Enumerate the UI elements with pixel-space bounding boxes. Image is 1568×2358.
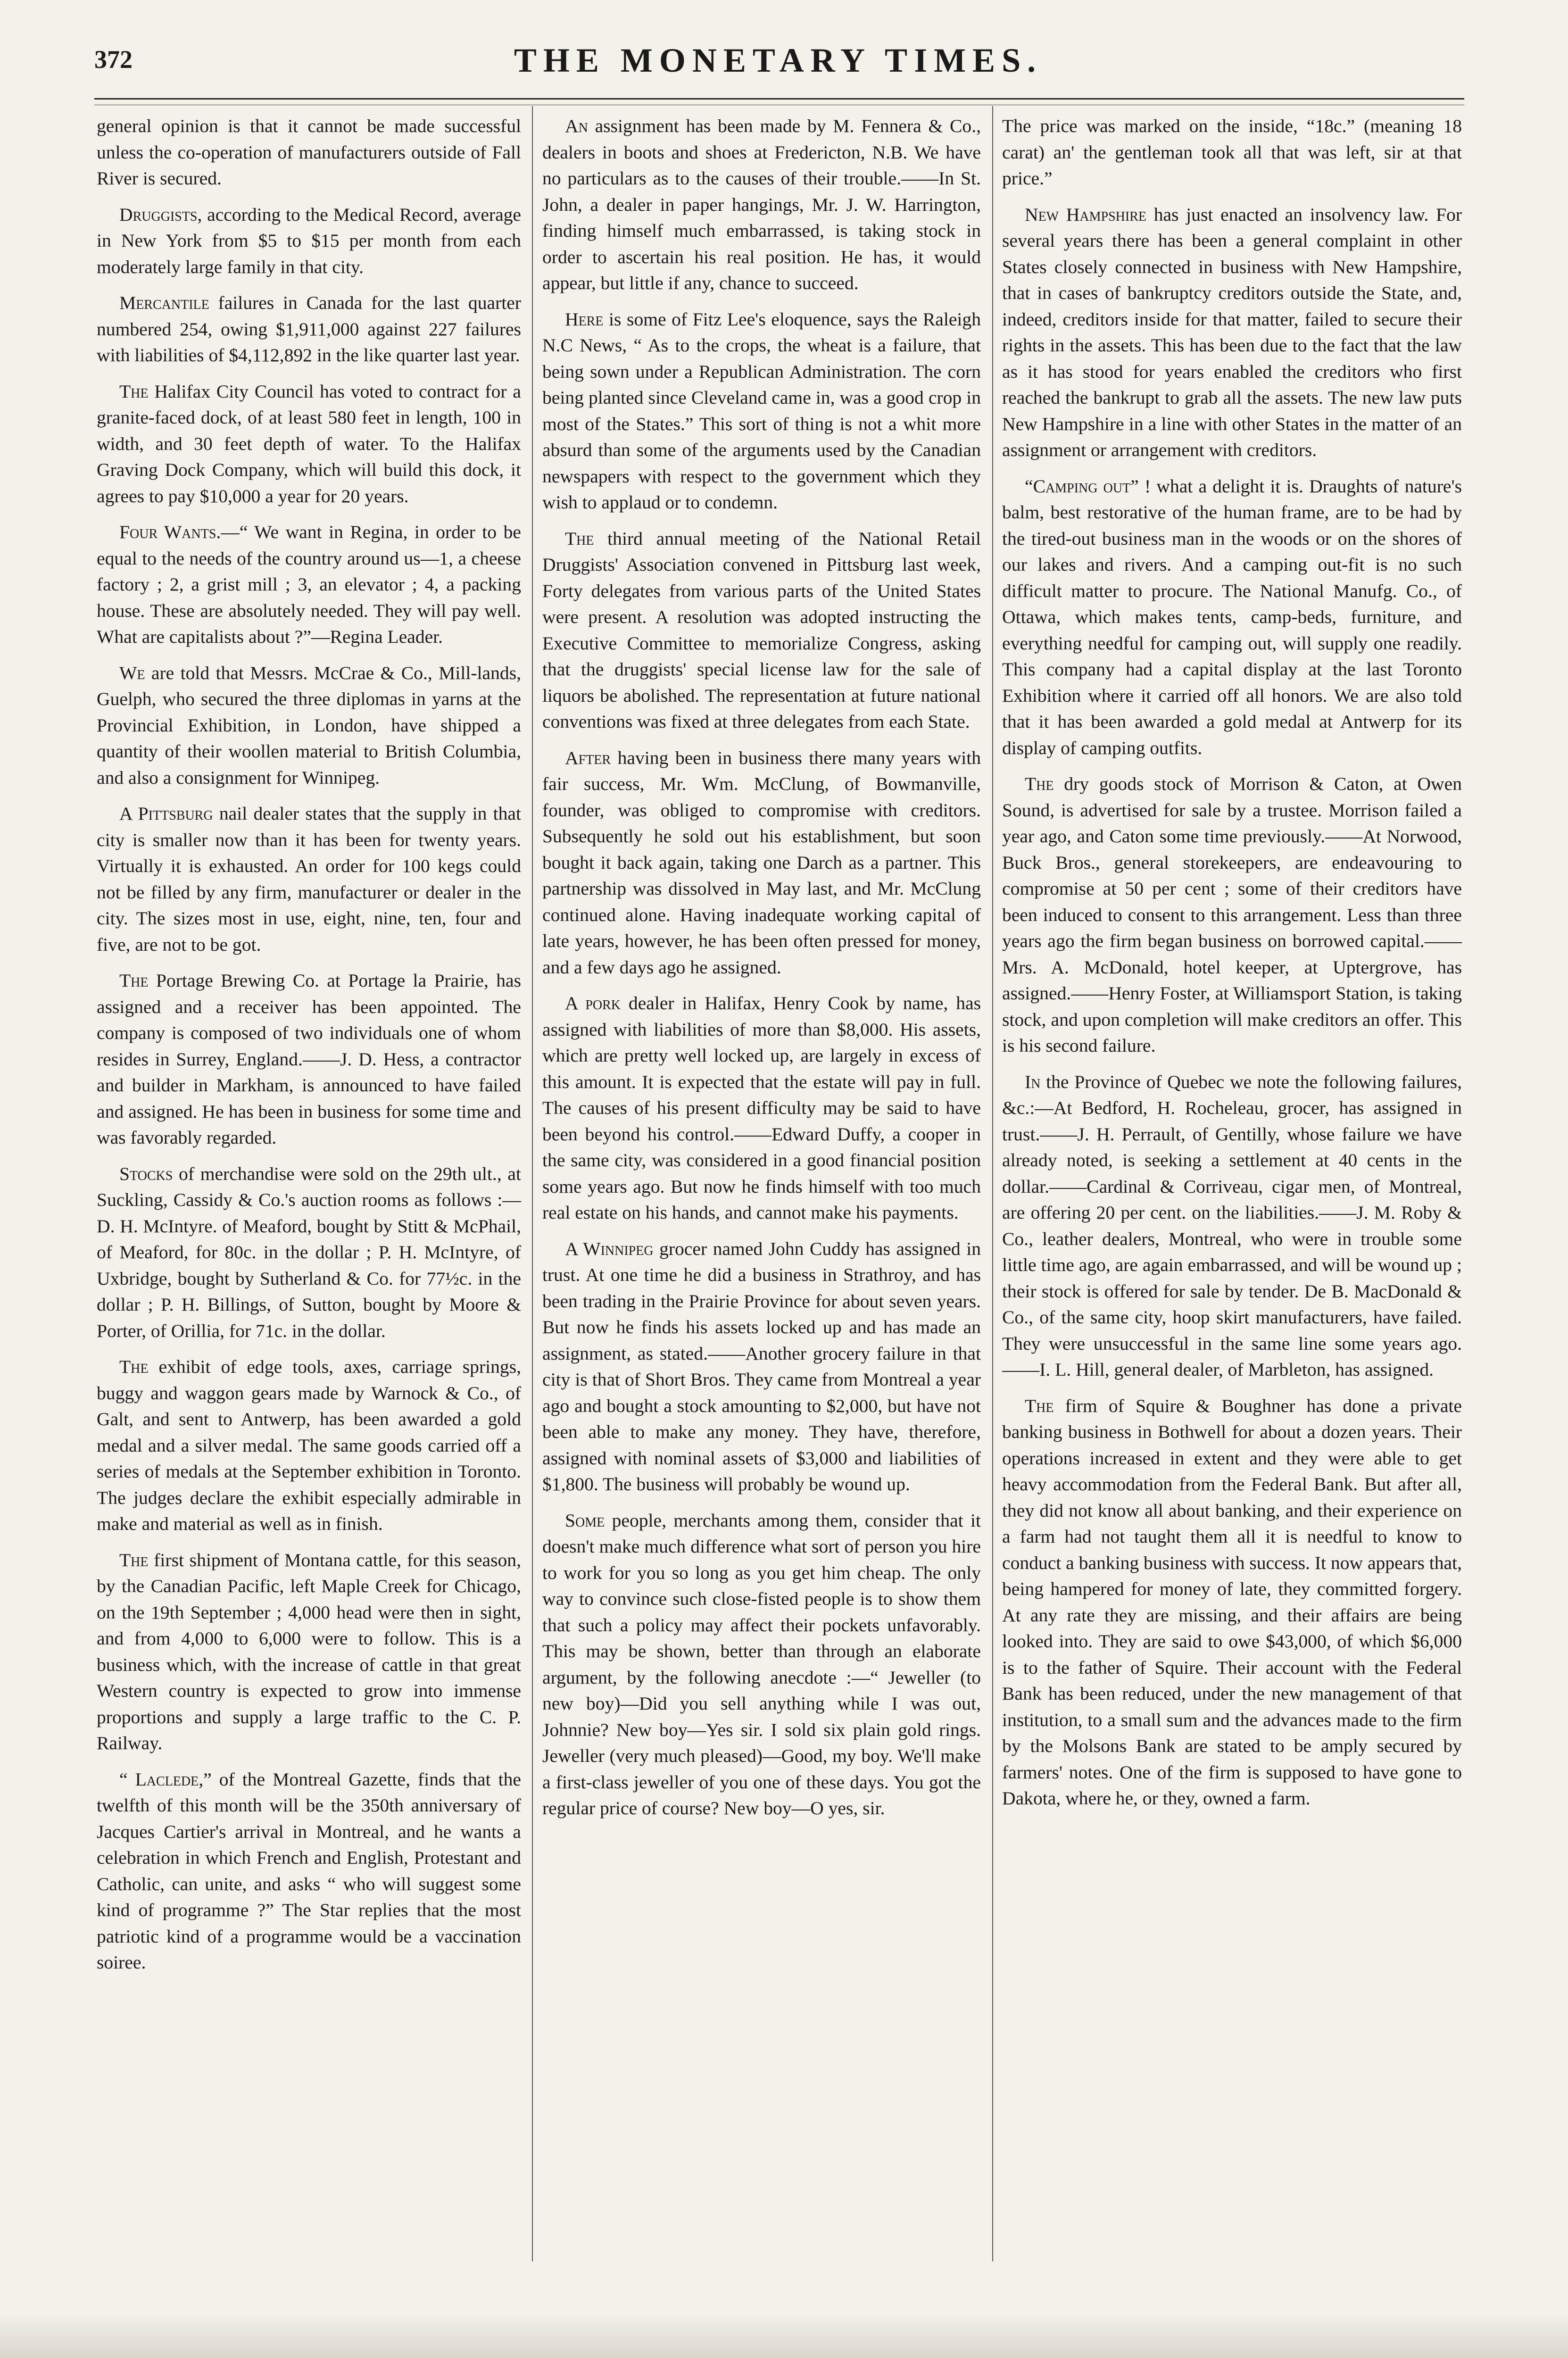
paragraph: The first shipment of Montana cattle, for this season, by the Canadian Pacific, left Maple Creek for Chicago, on the 19th September ; 4,000 head were then in sight, and from 4,000 to 6,000 were to follow. This is a business which, with the increase of cattle in that great Western country is expected to grow into immense proportions and supply a large traffic to the C. P. Railway. (97, 1549, 521, 1753)
column-middle (542, 113, 981, 2264)
paragraph: A pork dealer in Halifax, Henry Cook by name, has assigned with liabilities of more than $8,000. His assets, which are pretty well locked up, are largely in excess of this amount. It is expected that the estate will pay in full. The causes of his present difficulty may be said to have been beyond his control.——Edward Duffy, a cooper in the same city, was considered in a good financial position some years ago. But now he finds himself with too much real estate on his hands, and cannot make his payments. (542, 993, 981, 1223)
paragraph: The Halifax City Council has voted to contract for a granite-faced dock, of at least 580 feet in length, 100 in width, and 30 feet depth of water. To the Halifax Graving Dock Company, which will build this dock, it agrees to pay $10,000 a year for 20 years. (97, 381, 521, 506)
column-left (97, 113, 521, 2264)
paragraph: In the Province of Quebec we note the following failures, &c.:—At Bedford, H. Rocheleau, grocer, has assigned in trust.——J. H. Perrault, of Gentilly, whose failure we have already noted, is seeking a settlement at 40 cents in the dollar.——Cardinal & Corriveau, cigar men, of Montreal, are offering 20 per cent. on the liabilities.——J. M. Roby & Co., leather dealers, Montreal, who were in trouble some little time ago, are again embarrassed, and will be wound up ; their stock is offered for sale by tender. De B. MacDonald & Co., of the same city, hoop skirt manufacturers, have failed. They were unsuccessful in the same line some years ago.——I. L. Hill, general dealer, of Marbleton, has assigned. (1002, 1071, 1462, 1380)
paragraph: Some people, merchants among them, consider that it doesn't make much difference what sort of person you hire to work for you so long as you get him cheap. The only way to convince such close-fisted people is to show them that such a policy may affect their pockets unfavorably. This may be shown, better than through an elaborate argument, by the following anecdote :—“ Jeweller (to new boy)—Did you sell anything while I was out, Johnnie? New boy—Yes sir. I sold six plain gold rings. Jeweller (very much pleased)—Good, my boy. We'll make a first-class jeweller of you one of these days. You got the regular price of course? New boy—O yes, sir. (542, 1510, 981, 1818)
column-right (1002, 113, 1462, 2264)
column-divider (532, 106, 533, 2261)
header-rule (94, 98, 1464, 100)
paragraph: “ Laclede,” of the Montreal Gazette, finds that the twelfth of this month will be the 350th anniversary of Jacques Cartier's arrival in Montreal, and he wants a celebration in which French and English, Protestant and Catholic, can unite, and asks “ who will suggest some kind of programme ?” The Star replies that the most patriotic kind of a programme would be a vaccination soiree. (97, 1768, 521, 1973)
page-header (94, 42, 1462, 92)
paragraph: Druggists, according to the Medical Record, average in New York from $5 to $15 per month from each moderately large family in that city. (97, 204, 521, 277)
paragraph: general opinion is that it cannot be made successful unless the co-operation of manufacturers outside of Fall River is secured. (97, 116, 521, 189)
paragraph: After having been in business there many years with fair success, Mr. Wm. McClung, of Bowmanville, founder, was obliged to compromise with creditors. Subsequently he sold out his establishment, but soon bought it back again, taking one Darch as a partner. This partnership was dissolved in May last, and Mr. McClung continued alone. Having inadequate working capital of late years, however, he has been often pressed for money, and a few days ago he assigned. (542, 747, 981, 978)
paragraph: The Portage Brewing Co. at Portage la Prairie, has assigned and a receiver has been appointed. The company is composed of two individuals one of whom resides in Surrey, England.——J. D. Hess, a contractor and builder in Markham, is announced to have failed and assigned. He has been in business for some time and was favorably regarded. (97, 970, 521, 1148)
paragraph: “Camping out” ! what a delight it is. Draughts of nature's balm, best restorative of the human frame, are to be had by the tired-out business man in the woods or on the shores of our lakes and rivers. And a camping out-fit is no such difficult matter to procure. The National Manufg. Co., of Ottawa, which makes tents, camp-beds, furniture, and everything needful for camping out, will supply one readily. This company had a capital display at the last Toronto Exhibition where it carried off all honors. We are also told that it has been awarded a gold medal at Antwerp for its display of camping outfits. (1002, 475, 1462, 758)
paragraph: Stocks of merchandise were sold on the 29th ult., at Suckling, Cassidy & Co.'s auction rooms as follows :—D. H. McIntyre. of Meaford, bought by Stitt & McPhail, of Meaford, for 80c. in the dollar ; P. H. McIntyre, of Uxbridge, bought by Sutherland & Co. for 77½c. in the dollar ; P. H. Billings, of Sutton, bought by Moore & Porter, of Orillia, for 71c. in the dollar. (97, 1163, 521, 1341)
page-number: 372 (94, 45, 133, 74)
paragraph: Four Wants.—“ We want in Regina, in order to be equal to the needs of the country around us—1, a cheese factory ; 2, a grist mill ; 3, an elevator ; 4, a packing house. These are absolutely needed. They will pay well. What are capitalists about ?”—Regina Leader. (97, 522, 521, 647)
paragraph: The exhibit of edge tools, axes, carriage springs, buggy and waggon gears made by Warnock & Co., of Galt, and sent to Antwerp, has been awarded a gold medal and a silver medal. The same goods carried off a series of medals at the September exhibition in Toronto. The judges declare the exhibit especially admirable in make and material as well as in finish. (97, 1356, 521, 1534)
column-divider (992, 106, 993, 2261)
paragraph: The dry goods stock of Morrison & Caton, at Owen Sound, is advertised for sale by a trustee. Morrison failed a year ago, and Caton some time previously.——At Norwood, Buck Bros., general storekeepers, are endeavouring to compromise at 50 per cent ; some of their creditors have been induced to consent to this arrangement. Less than three years ago the firm began business on borrowed capital.——Mrs. A. McDonald, hotel keeper, at Uptergrove, has assigned.——Henry Foster, at Williamsport Station, is taking stock, and upon completion will make creditors an offer. This is his second failure. (1002, 773, 1462, 1056)
paragraph: The third annual meeting of the National Retail Druggists' Association convened in Pittsburg last week, Forty delegates from various parts of the United States were present. A resolution was adopted instructing the Executive Committee to memorialize Congress, asking that the druggists' special license law for the sale of liquors be abolished. The representation at future national conventions was fixed at three delegates from each State. (542, 528, 981, 732)
paragraph: A Winnipeg grocer named John Cuddy has assigned in trust. At one time he did a business in Strathroy, and has been trading in the Prairie Province for about seven years. But now he finds his assets locked up and has made an assignment, as stated.——Another grocery failure in that city is that of Short Bros. They came from Montreal a year ago and bought a stock amounting to $2,000, but have not been able to make any money. They have, therefore, assigned with nominal assets of $3,000 and liabilities of $1,800. The business will probably be wound up. (542, 1238, 981, 1495)
page-bottom-edge (0, 2313, 1568, 2358)
paragraph: Here is some of Fitz Lee's eloquence, says the Raleigh N.C News, “ As to the crops, the wheat is a failure, that being sown under a Republican Administration. The corn being planted since Cleveland came in, was a good crop in most of the States.” This sort of thing is not a whit more absurd than some of the arguments used by the Canadian newspapers with respect to the government which they wish to applaud or to condemn. (542, 308, 981, 513)
paragraph: An assignment has been made by M. Fennera & Co., dealers in boots and shoes at Fredericton, N.B. We have no particulars as to the causes of their trouble.——In St. John, a dealer in paper hangings, Mr. J. W. Harrington, finding himself much embarrassed, is taking stock in order to ascertain his real position. He has, it would appear, but little if any, chance to succeed. (542, 116, 981, 293)
paragraph: Mercantile failures in Canada for the last quarter numbered 254, owing $1,911,000 against 227 failures with liabilities of $4,112,892 in the like quarter last year. (97, 292, 521, 365)
paragraph: A Pittsburg nail dealer states that the supply in that city is smaller now than it has been for twenty years. Virtually it is exhausted. An order for 100 kegs could not be filled by any firm, manufacturer or dealer in the city. The sizes most in use, eight, nine, ten, four and five, are not to be got. (97, 803, 521, 955)
paragraph: The price was marked on the inside, “18c.” (meaning 18 carat) an' the gentleman took all that was left, sir at that price.” (1002, 116, 1462, 189)
paragraph: We are told that Messrs. McCrae & Co., Mill-lands, Guelph, who secured the three diplomas in yarns at the Provincial Exhibition, in London, have shipped a quantity of their woollen material to British Columbia, and also a consignment for Winnipeg. (97, 662, 521, 788)
paragraph: The firm of Squire & Boughner has done a private banking business in Bothwell for about a dozen years. Their operations increased in extent and they were able to get heavy accommodation from the Federal Bank. But after all, they did not know all about banking, and their experience on a farm had not taught them all it is needful to know to conduct a banking business with success. It now appears that, being hampered for money of late, they committed forgery. At any rate they are missing, and their affairs are being looked into. They are said to owe $43,000, of which $6,000 is to the father of Squire. Their account with the Federal Bank has been reduced, under the new management of that institution, to a small sum and the advances made to the firm by the Molsons Bank are stated to be amply secured by farmers' notes. One of the firm is supposed to have gone to Dakota, where he, or they, owned a farm. (1002, 1395, 1462, 1809)
masthead-title: THE MONETARY TIMES. (514, 42, 1043, 79)
paragraph: New Hampshire has just enacted an insolvency law. For several years there has been a general complaint in other States closely connected in business with New Hampshire, that in cases of bankruptcy creditors outside the State, and, indeed, creditors inside for that matter, failed to secure their rights in the assets. This has been due to the fact that the law as it has stood for years enabled the creditors who first reached the bankrupt to grab all the assets. The new law puts New Hampshire in a line with other States in the matter of an assignment or arrangement with creditors. (1002, 204, 1462, 460)
